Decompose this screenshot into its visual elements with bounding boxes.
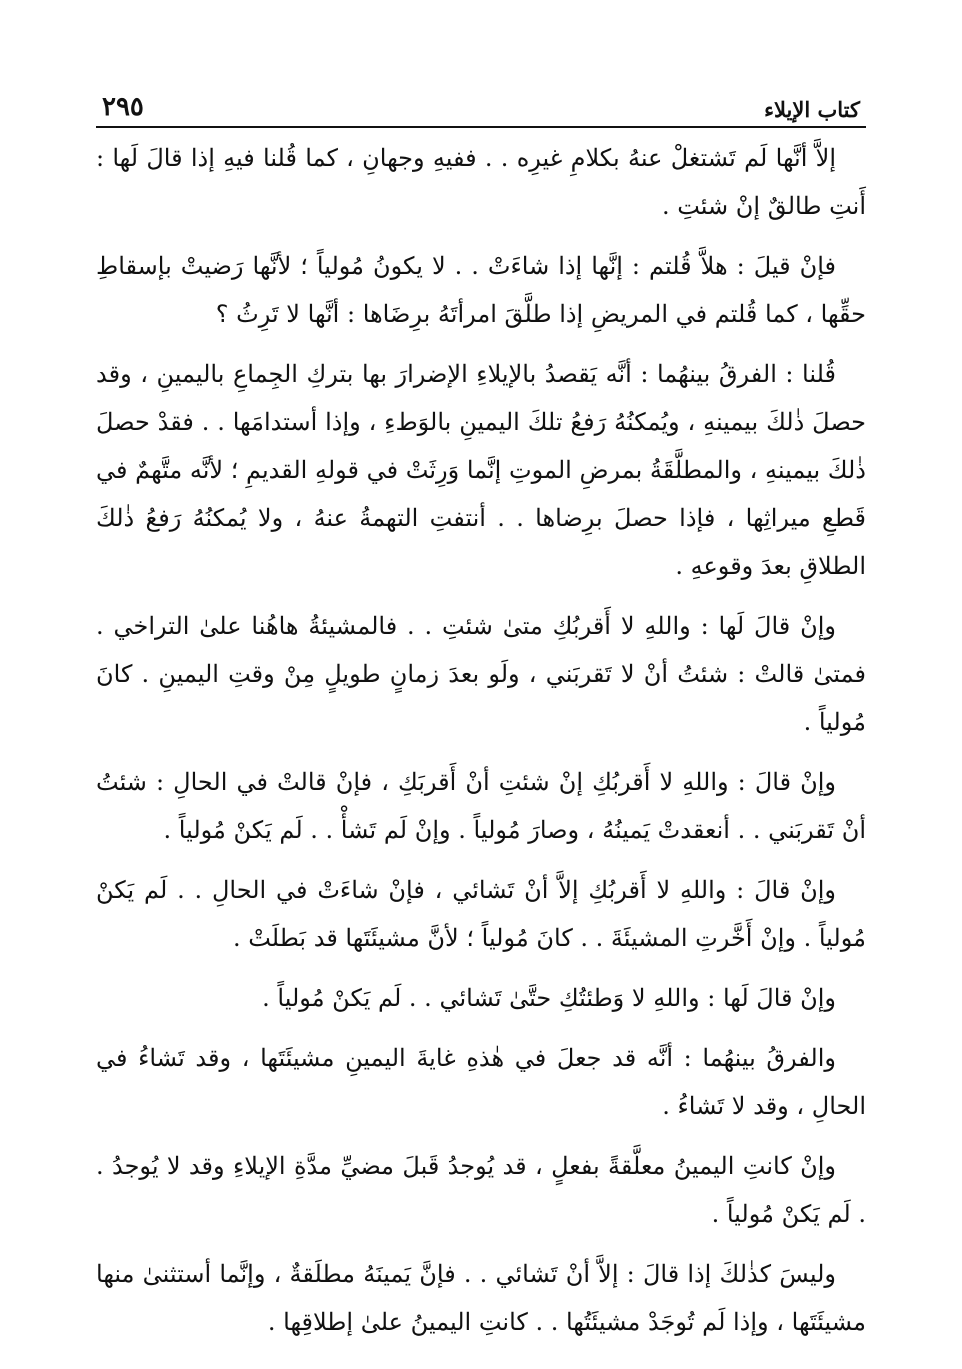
paragraph: وإنْ قالَ : واللهِ لا أَقربُكِ إلاَّ أنْ تَشائي ، فإنْ شاءَتْ في الحالِ . . لَم يَكنْ مُولياً . وإنْ أَخَّرتِ المشيئَةَ . . كانَ مُولياً ؛ لأنَّ مشيئَتَها قد بَطلَتْ .: [96, 876, 866, 952]
paragraph: وإنْ قالَ لَها : واللهِ لا أَقربُكِ متىٰ شئتِ . . فالمشيئةُ هاهُنا علىٰ التراخي . فمتىٰ قالتْ : شئتُ أنْ لا تَقربَني ، ولَو بعدَ زمانٍ طويلٍ مِنْ وقتِ اليمينِ . كانَ مُولياً .: [96, 612, 866, 736]
paragraph: إلاَّ أنَّها لَم تَشتغلْ عنهُ بكلامِ غيرِه . . ففيهِ وجهانِ ، كما قُلنا فيهِ إذا قالَ لَها : أَنتِ طالقٌ إنْ شئتِ .: [96, 144, 866, 220]
page-body: [96, 134, 866, 1346]
page-header: [96, 88, 866, 128]
paragraph: وليسَ كذٰلكَ إذا قالَ : إلاَّ أنْ تَشائي . . فإنَّ يَمينَهُ مطلَقةٌ ، وإنَّما أستثنىٰ منها مشيئَتَها ، وإذا لَم تُوجَدْ مشيئَتُها . . كانتِ اليمينُ علىٰ إطلاقِها .: [96, 1260, 866, 1336]
paragraph: فإنْ قيلَ : هلاَّ قُلتم : إنَّها إذا شاءَتْ . . لا يكونُ مُولياً ؛ لأنَّها رَضيتْ بإسقاطِ حقِّها ، كما قُلتم في المريضِ إذا طلَّقَ امرأتَهُ برِضَاها : أنَّها لا تَرِثُ ؟: [96, 252, 866, 328]
paragraph: وإنْ قالَ : واللهِ لا أَقربُكِ إنْ شئتِ أنْ أَقربَكِ ، فإنْ قالتْ في الحالِ : شئتُ أنْ تَقربَني . . أنعقدتْ يَمينُهُ ، وصارَ مُولياً . وإنْ لَم تَشأْ . . لَم يَكنْ مُولياً .: [96, 768, 866, 844]
page-number: ٢٩٥: [102, 92, 144, 122]
running-title: كتاب الإيلاء: [764, 97, 860, 122]
paragraph: وإنْ كانتِ اليمينُ معلَّقةً بفعلٍ ، قد يُوجدُ قَبلَ مضيِّ مدَّةِ الإيلاءِ وقد لا يُوجدُ . . لَم يَكنْ مُولياً .: [96, 1152, 866, 1228]
paragraph: قُلنا : الفرقُ بينهُما : أنَّه يَقصدُ بالإيلاءِ الإضرارَ بها بتركِ الجِماعِ باليمينِ ، وقد حصلَ ذٰلكَ بيمينهِ ، ويُمكنُهُ رَفعُ تلكَ اليمينِ بالوَطءِ ، وإذا أستدامَها . . فقدْ حصلَ ذٰلكَ بيمينهِ ، والمطلَّقَةُ بمرضِ الموتِ إنَّما وَرِثَتْ في قولهِ القديمِ ؛ لأنَّه متَّهمٌ في قَطعِ ميراثِها ، فإذا حصلَ برِضاها . . أنتفتِ التهمةُ عنهُ ، ولا يُمكنُهُ رَفعُ ذٰلكَ الطلاقِ بعدَ وقوعهِ .: [95, 360, 866, 580]
paragraph: والفرقُ بينهُما : أنَّه قد جعلَ في هٰذهِ غايةَ اليمينِ مشيئَتَها ، وقد تَشاءُ في الحالِ ، وقد لا تَشاءُ .: [96, 1044, 866, 1120]
paragraph: وإنْ قالَ لَها : واللهِ لا وَطئتُكِ حتَّىٰ تَشائي . . لَم يَكنْ مُولياً .: [262, 984, 836, 1012]
